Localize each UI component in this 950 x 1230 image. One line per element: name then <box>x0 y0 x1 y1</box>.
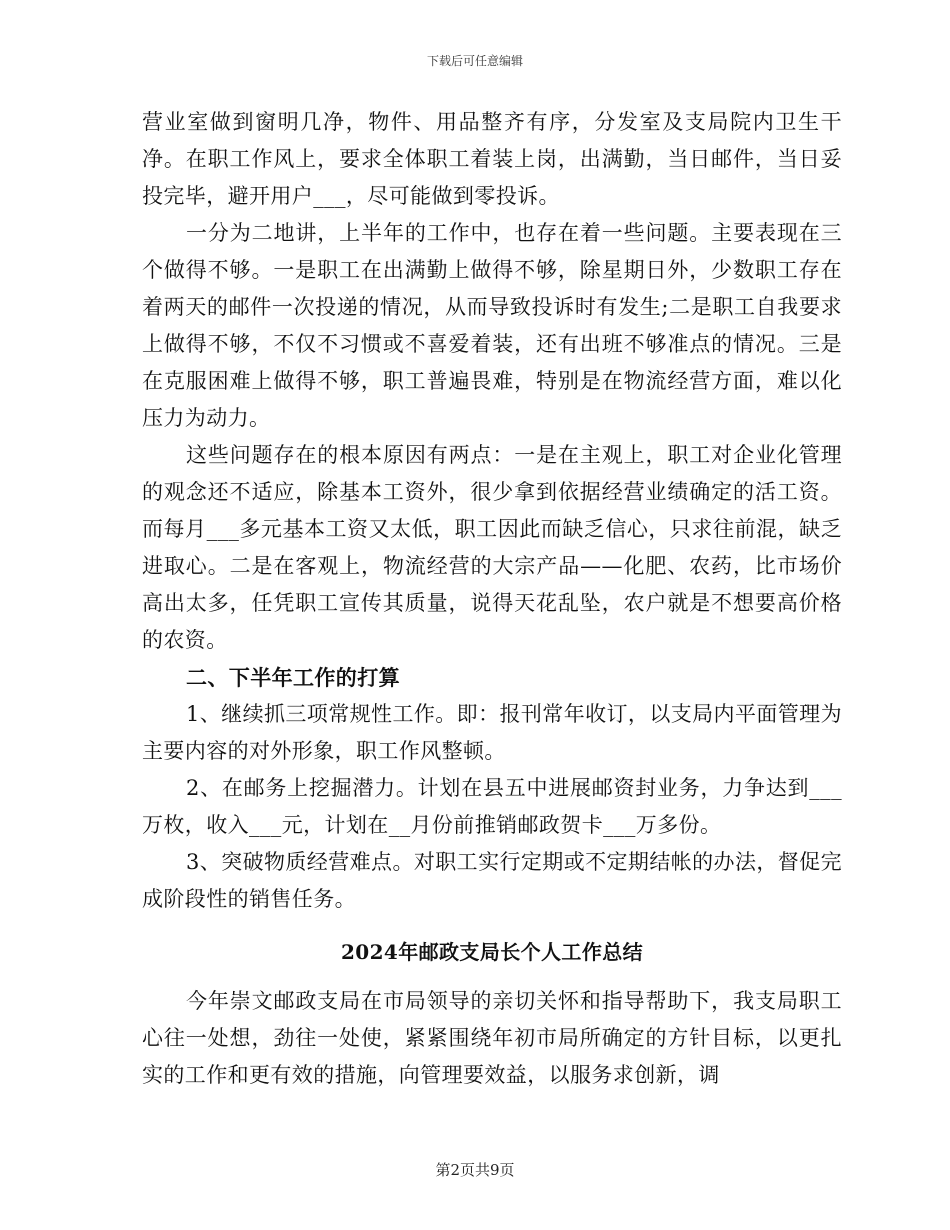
document-body <box>142 104 842 1094</box>
page-number: 第2页共9页 <box>435 1161 515 1179</box>
page-header: 下载后可任意编辑 <box>426 54 523 68</box>
paragraph: 一分为二地讲，上半年的工作中，也存在着一些问题。主要表现在三个做得不够。一是职工在出满勤上做得不够，除星期日外，少数职工存在着两天的邮件一次投递的情况，从而导致投诉时有发生;二是职工自我要求上做得不够，不仅不习惯或不喜爱着装，还有出班不够准点的情况。三是在克服困难上做得不够，职工普遍畏难，特别是在物流经营方面，难以化压力为动力。 <box>142 221 842 430</box>
list-item: 1、继续抓三项常规性工作。即：报刊常年收订，以支局内平面管理为主要内容的对外形象，职工作风整顿。 <box>142 702 842 763</box>
document-title: 2024年邮政支局长个人工作总结 <box>340 940 644 964</box>
list-item: 3、突破物质经营难点。对职工实行定期或不定期结帐的办法，督促完成阶段性的销售任务。 <box>142 850 842 911</box>
paragraph: 这些问题存在的根本原因有两点：一是在主观上，职工对企业化管理的观念还不适应，除基本工资外，很少拿到依据经营业绩确定的活工资。而每月___多元基本工资又太低，职工因此而缺乏信心，只求往前混，缺乏进取心。二是在客观上，物流经营的大宗产品——化肥、农药，比市场价高出太多，任凭职工宣传其质量，说得天花乱坠，农户就是不想要高价格的农资。 <box>142 443 842 652</box>
list-item: 2、在邮务上挖掘潜力。计划在县五中进展邮资封业务，力争达到___万枚，收入___元，计划在__月份前推销邮政贺卡___万多份。 <box>142 776 842 837</box>
paragraph: 今年崇文邮政支局在市局领导的亲切关怀和指导帮助下，我支局职工心往一处想，劲往一处使，紧紧围绕年初市局所确定的方针目标，以更扎实的工作和更有效的措施，向管理要效益，以服务求创新，调 <box>142 989 842 1087</box>
section-heading: 二、下半年工作的打算 <box>186 665 400 690</box>
paragraph: 营业室做到窗明几净，物件、用品整齐有序，分发室及支局院内卫生干净。在职工作风上，要求全体职工着装上岗，出满勤，当日邮件，当日妥投完毕，避开用户___，尽可能做到零投诉。 <box>142 110 842 208</box>
